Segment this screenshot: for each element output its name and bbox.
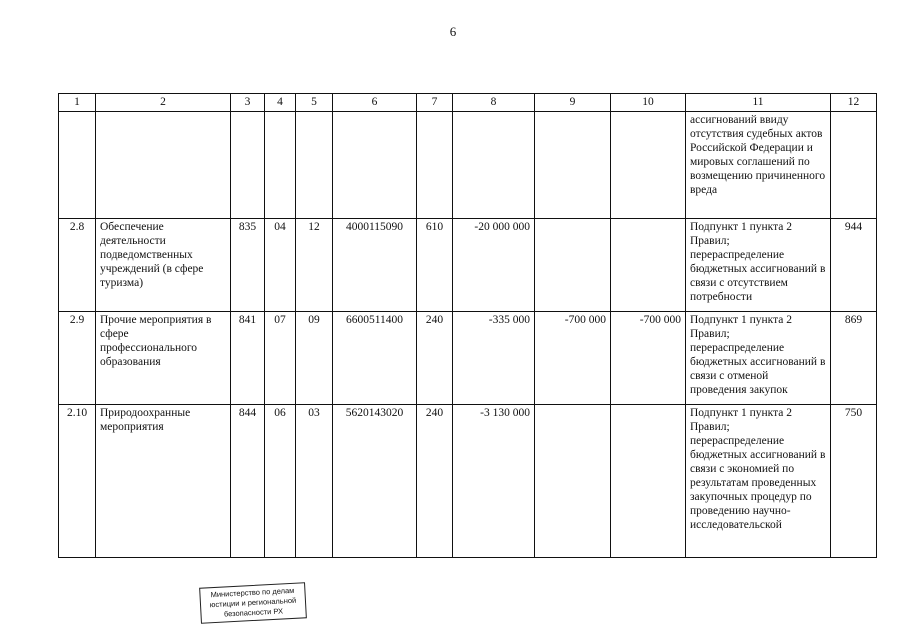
cell-col9: -700 000 [535,312,611,405]
cell-col5: 12 [296,219,333,312]
stamp-line: Министерство по делам [210,585,295,600]
cell-col3: 844 [231,405,265,558]
header-cell: 5 [296,94,333,112]
cell-col7: 240 [417,312,453,405]
cell-col6: 5620143020 [333,405,417,558]
cell-justification: Подпункт 1 пункта 2 Правил; перераспределение бюджетных ассигнований в связи с экономией по результатам проведенных закупочных процедур по проведению научно-исследовательской [686,405,831,558]
cell-col7: 240 [417,405,453,558]
row-name: Природоохранные мероприятия [96,405,231,558]
cell-col5 [296,112,333,219]
cell-col10 [611,219,686,312]
header-cell: 12 [831,94,877,112]
cell-col3: 835 [231,219,265,312]
cell-col10: -700 000 [611,312,686,405]
header-cell: 10 [611,94,686,112]
cell-col7 [417,112,453,219]
cell-col6: 4000115090 [333,219,417,312]
table-row [59,312,877,405]
row-number [59,112,96,219]
cell-col5: 09 [296,312,333,405]
cell-col12 [831,112,877,219]
row-number: 2.9 [59,312,96,405]
row-name: Обеспечение деятельности подведомственных учреждений (в сфере туризма) [96,219,231,312]
cell-col12: 869 [831,312,877,405]
cell-col7: 610 [417,219,453,312]
cell-col12: 944 [831,219,877,312]
header-cell: 2 [96,94,231,112]
cell-col6 [333,112,417,219]
header-cell: 4 [265,94,296,112]
cell-col10 [611,112,686,219]
cell-col4: 04 [265,219,296,312]
header-cell: 1 [59,94,96,112]
cell-col6: 6600511400 [333,312,417,405]
cell-col4: 06 [265,405,296,558]
cell-justification: Подпункт 1 пункта 2 Правил; перераспределение бюджетных ассигнований в связи с отсутствием потребности [686,219,831,312]
row-name [96,112,231,219]
table-row [59,405,877,558]
cell-col4: 07 [265,312,296,405]
budget-table [58,93,877,558]
cell-col3 [231,112,265,219]
table-row [59,219,877,312]
table-row [59,112,877,219]
header-row [59,94,877,112]
header-cell: 7 [417,94,453,112]
cell-col3: 841 [231,312,265,405]
cell-justification: Подпункт 1 пункта 2 Правил; перераспределение бюджетных ассигнований в связи с отменой проведения закупок [686,312,831,405]
cell-col8: -20 000 000 [453,219,535,312]
cell-col4 [265,112,296,219]
page-number: 6 [449,24,457,39]
cell-col9 [535,405,611,558]
cell-col5: 03 [296,405,333,558]
cell-col10 [611,405,686,558]
header-cell: 3 [231,94,265,112]
cell-col8: -335 000 [453,312,535,405]
row-number: 2.10 [59,405,96,558]
cell-col12: 750 [831,405,877,558]
stamp-line: безопасности РХ [223,606,284,619]
header-cell: 11 [686,94,831,112]
row-number: 2.8 [59,219,96,312]
header-cell: 6 [333,94,417,112]
cell-col9 [535,219,611,312]
header-cell: 8 [453,94,535,112]
stamp-line: юстиции и региональной [209,595,297,610]
cell-col9 [535,112,611,219]
row-name: Прочие мероприятия в сфере профессионального образования [96,312,231,405]
header-cell: 9 [535,94,611,112]
ministry-stamp [199,582,307,623]
cell-col8 [453,112,535,219]
cell-col8: -3 130 000 [453,405,535,558]
cell-justification: ассигнований ввиду отсутствия судебных актов Российской Федерации и мировых соглашений по возмещению причиненного вреда [686,112,831,219]
